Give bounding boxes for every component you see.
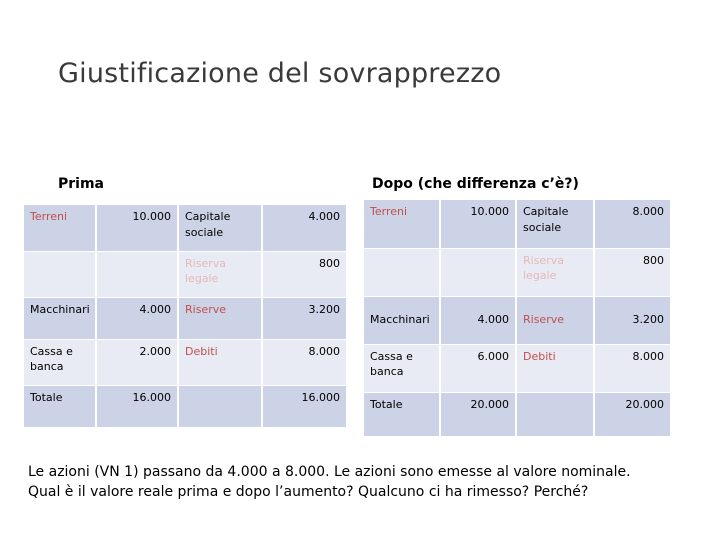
liability-label: Debiti	[178, 339, 262, 385]
asset-value	[440, 248, 516, 296]
slide-title: Giustificazione del sovrapprezzo	[58, 58, 502, 89]
asset-value: 6.000	[440, 344, 516, 392]
table-row	[364, 200, 670, 248]
liability-label: Debiti	[516, 344, 594, 392]
asset-value: 10.000	[440, 200, 516, 248]
asset-label: Macchinari	[364, 296, 440, 344]
asset-value	[96, 251, 178, 297]
liability-label: Capitale sociale	[516, 200, 594, 248]
asset-label	[364, 248, 440, 296]
liability-value: 8.000	[262, 339, 346, 385]
table-row	[24, 251, 346, 297]
liability-label: Riserva legale	[516, 248, 594, 296]
liability-value: 20.000	[594, 392, 670, 436]
asset-value: 16.000	[96, 385, 178, 427]
table-row	[24, 297, 346, 339]
table-row	[364, 248, 670, 296]
asset-value: 4.000	[440, 296, 516, 344]
asset-label: Macchinari	[24, 297, 96, 339]
liability-value: 16.000	[262, 385, 346, 427]
asset-label: Terreni	[24, 205, 96, 251]
liability-label: Riserve	[516, 296, 594, 344]
liability-label	[516, 392, 594, 436]
table-row	[364, 296, 670, 344]
liability-value: 800	[262, 251, 346, 297]
asset-label: Totale	[364, 392, 440, 436]
after-balance-table	[364, 200, 670, 437]
before-heading: Prima	[58, 176, 104, 192]
liability-label: Riserva legale	[178, 251, 262, 297]
after-heading: Dopo (che differenza c’è?)	[372, 176, 579, 192]
asset-label	[24, 251, 96, 297]
liability-value: 3.200	[262, 297, 346, 339]
liability-label: Capitale sociale	[178, 205, 262, 251]
asset-label: Terreni	[364, 200, 440, 248]
liability-value: 8.000	[594, 200, 670, 248]
slide-caption	[28, 462, 708, 503]
liability-value: 800	[594, 248, 670, 296]
asset-label: Cassa e banca	[24, 339, 96, 385]
table-row	[24, 385, 346, 427]
asset-label: Cassa e banca	[364, 344, 440, 392]
liability-value: 3.200	[594, 296, 670, 344]
asset-value: 2.000	[96, 339, 178, 385]
asset-value: 20.000	[440, 392, 516, 436]
caption-line: Qual è il valore reale prima e dopo l’aumento? Qualcuno ci ha rimesso? Perché?	[28, 484, 589, 501]
liability-label: Riserve	[178, 297, 262, 339]
asset-label: Totale	[24, 385, 96, 427]
table-row	[364, 392, 670, 436]
caption-line: Le azioni (VN 1) passano da 4.000 a 8.000. Le azioni sono emesse al valore nominale.	[28, 464, 631, 480]
table-row	[24, 339, 346, 385]
table-row	[24, 205, 346, 251]
liability-value: 4.000	[262, 205, 346, 251]
asset-value: 4.000	[96, 297, 178, 339]
liability-label	[178, 385, 262, 427]
liability-value: 8.000	[594, 344, 670, 392]
before-balance-table	[24, 205, 346, 428]
asset-value: 10.000	[96, 205, 178, 251]
table-row	[364, 344, 670, 392]
